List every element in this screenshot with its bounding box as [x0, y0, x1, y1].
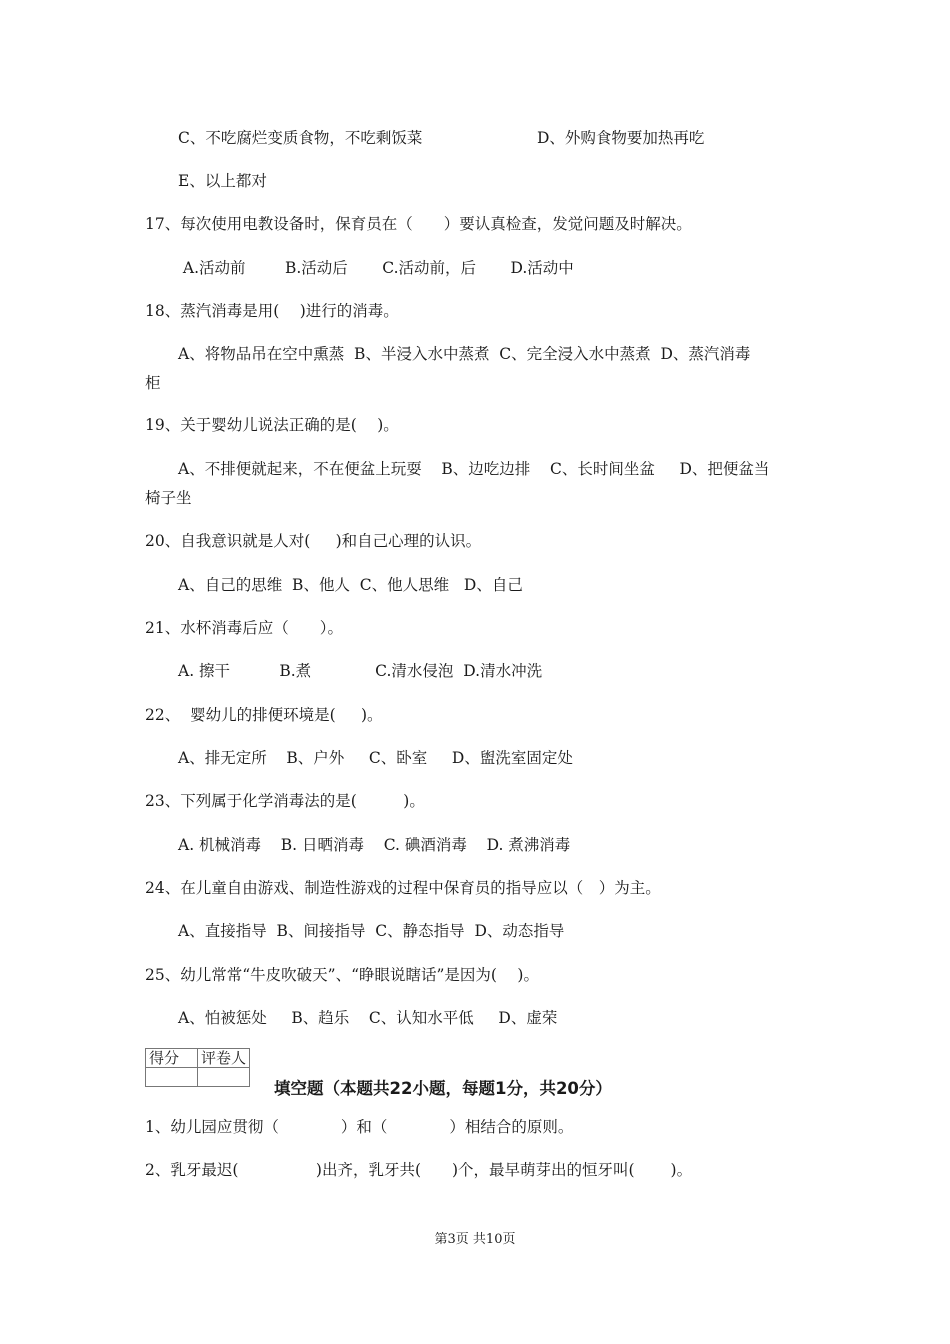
- options-17: A.活动前 B.活动后 C.活动前，后 D.活动中: [178, 259, 574, 277]
- question-19: 19、关于婴幼儿说法正确的是( )。: [145, 416, 399, 434]
- options-21: A. 擦干 B.煮 C.清水侵泡 D.清水冲洗: [178, 662, 543, 680]
- fill-question-1: 1、幼儿园应贯彻（ ）和（ ）相结合的原则。: [145, 1118, 574, 1136]
- score-cell: [146, 1068, 198, 1087]
- fill-question-2: 2、乳牙最迟( )出齐，乳牙共( )个，最早萌芽出的恒牙叫( )。: [145, 1161, 693, 1179]
- options-24: A、直接指导 B、间接指导 C、静态指导 D、动态指导: [178, 922, 565, 940]
- page-footer: 第3页 共10页: [434, 1232, 516, 1247]
- grader-cell: [198, 1068, 250, 1087]
- question-23: 23、下列属于化学消毒法的是( )。: [145, 792, 425, 810]
- question-24: 24、在儿童自由游戏、制造性游戏的过程中保育员的指导应以（ ）为主。: [145, 879, 661, 897]
- options-20: A、自己的思维 B、他人 C、他人思维 D、自己: [178, 576, 523, 594]
- section-title: 填空题（本题共22小题，每题1分，共20分）: [274, 1079, 612, 1098]
- options-25: A、怕被惩处 B、趋乐 C、认知水平低 D、虚荣: [178, 1009, 558, 1027]
- options-23: A. 机械消毒 B. 日晒消毒 C. 碘酒消毒 D. 煮沸消毒: [178, 836, 571, 854]
- options-18-continued: 柜: [145, 374, 161, 392]
- option-line-d: D、外购食物要加热再吃: [537, 129, 705, 147]
- options-19: A、不排便就起来，不在便盆上玩耍 B、边吃边排 C、长时间坐盆 D、把便盆当: [178, 460, 770, 478]
- question-25: 25、幼儿常常“牛皮吹破天”、“睁眼说瞎话”是因为( )。: [145, 966, 539, 984]
- options-18: A、将物品吊在空中熏蒸 B、半浸入水中蒸煮 C、完全浸入水中蒸煮 D、蒸汽消毒: [178, 345, 751, 363]
- question-18: 18、蒸汽消毒是用( )进行的消毒。: [145, 302, 399, 320]
- option-line-e: E、以上都对: [178, 172, 267, 190]
- option-line-c: C、不吃腐烂变质食物，不吃剩饭菜: [178, 129, 423, 147]
- score-header: 得分: [146, 1049, 198, 1068]
- score-table: [145, 1048, 250, 1087]
- question-22: 22、 婴幼儿的排便环境是( )。: [145, 706, 383, 724]
- question-21: 21、水杯消毒后应（ ）。: [145, 619, 343, 637]
- grader-header: 评卷人: [198, 1049, 250, 1068]
- options-22: A、排无定所 B、户外 C、卧室 D、盥洗室固定处: [178, 749, 573, 767]
- options-19-continued: 椅子坐: [145, 489, 192, 507]
- question-17: 17、每次使用电教设备时，保育员在（ ）要认真检查，发觉问题及时解决。: [145, 215, 692, 233]
- question-20: 20、自我意识就是人对( )和自己心理的认识。: [145, 532, 482, 550]
